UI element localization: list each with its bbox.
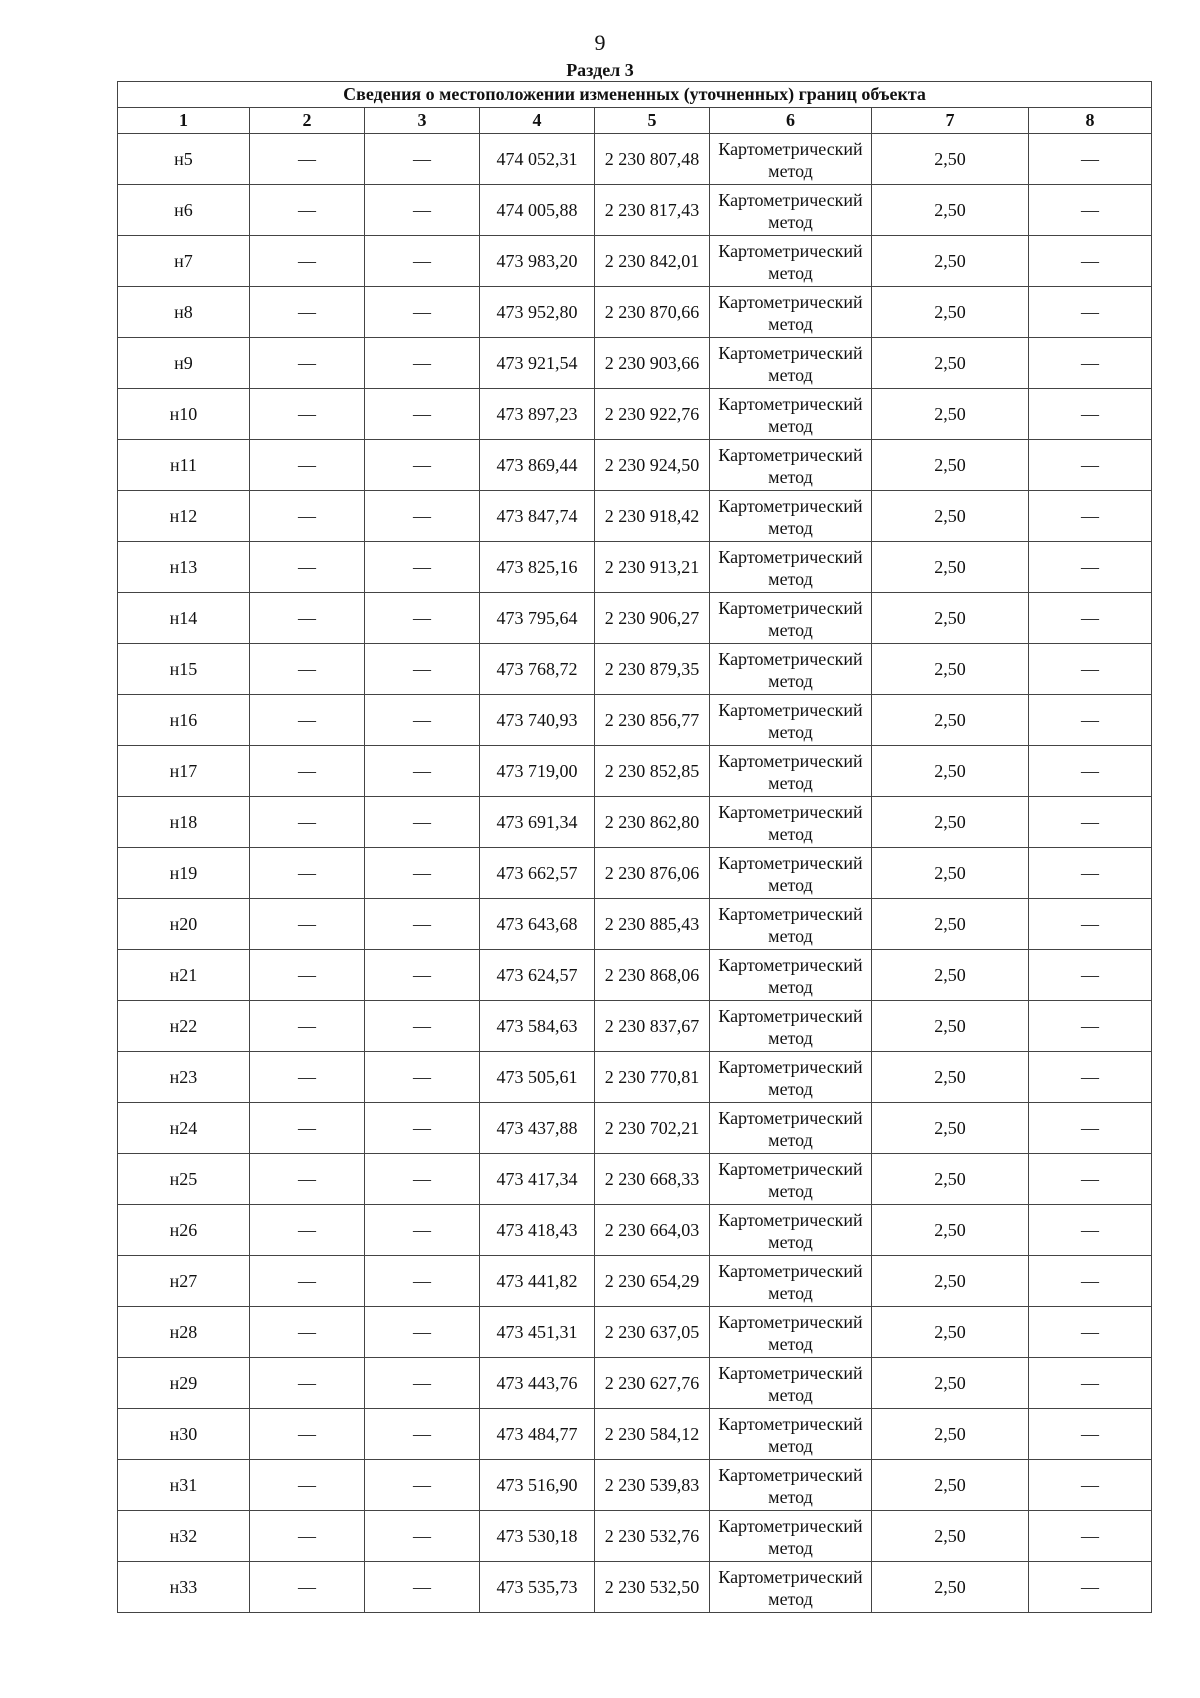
table-row bbox=[118, 1052, 1152, 1103]
point-name-cell: н33 bbox=[118, 1562, 250, 1613]
method-cell: Картометрический метод bbox=[710, 1154, 872, 1205]
col2-cell: — bbox=[250, 1103, 365, 1154]
table-row bbox=[118, 491, 1152, 542]
y-coordinate-cell: 2 230 852,85 bbox=[595, 746, 710, 797]
col2-cell: — bbox=[250, 338, 365, 389]
col8-cell: — bbox=[1029, 746, 1152, 797]
y-coordinate-cell: 2 230 879,35 bbox=[595, 644, 710, 695]
col3-cell: — bbox=[365, 1256, 480, 1307]
y-coordinate-cell: 2 230 870,66 bbox=[595, 287, 710, 338]
method-cell: Картометрический метод bbox=[710, 593, 872, 644]
point-name-cell: н30 bbox=[118, 1409, 250, 1460]
point-name-cell: н22 bbox=[118, 1001, 250, 1052]
page-number: 9 bbox=[594, 30, 606, 55]
point-name-cell: н7 bbox=[118, 236, 250, 287]
point-name-cell: н10 bbox=[118, 389, 250, 440]
accuracy-cell: 2,50 bbox=[872, 338, 1029, 389]
col3-cell: — bbox=[365, 1205, 480, 1256]
method-cell: Картометрический метод bbox=[710, 1460, 872, 1511]
col2-cell: — bbox=[250, 1001, 365, 1052]
col2-cell: — bbox=[250, 848, 365, 899]
accuracy-cell: 2,50 bbox=[872, 1205, 1029, 1256]
point-name-cell: н17 bbox=[118, 746, 250, 797]
column-number-1: 1 bbox=[118, 108, 250, 134]
col8-cell: — bbox=[1029, 440, 1152, 491]
method-cell: Картометрический метод bbox=[710, 1103, 872, 1154]
y-coordinate-cell: 2 230 584,12 bbox=[595, 1409, 710, 1460]
col3-cell: — bbox=[365, 542, 480, 593]
accuracy-cell: 2,50 bbox=[872, 1052, 1029, 1103]
point-name-cell: н19 bbox=[118, 848, 250, 899]
table-row bbox=[118, 542, 1152, 593]
y-coordinate-cell: 2 230 817,43 bbox=[595, 185, 710, 236]
y-coordinate-cell: 2 230 654,29 bbox=[595, 1256, 710, 1307]
col8-cell: — bbox=[1029, 950, 1152, 1001]
y-coordinate-cell: 2 230 837,67 bbox=[595, 1001, 710, 1052]
col8-cell: — bbox=[1029, 287, 1152, 338]
col8-cell: — bbox=[1029, 491, 1152, 542]
col8-cell: — bbox=[1029, 338, 1152, 389]
x-coordinate-cell: 473 983,20 bbox=[480, 236, 595, 287]
col8-cell: — bbox=[1029, 848, 1152, 899]
y-coordinate-cell: 2 230 770,81 bbox=[595, 1052, 710, 1103]
x-coordinate-cell: 473 417,34 bbox=[480, 1154, 595, 1205]
column-number-3: 3 bbox=[365, 108, 480, 134]
y-coordinate-cell: 2 230 842,01 bbox=[595, 236, 710, 287]
col2-cell: — bbox=[250, 1052, 365, 1103]
y-coordinate-cell: 2 230 702,21 bbox=[595, 1103, 710, 1154]
accuracy-cell: 2,50 bbox=[872, 389, 1029, 440]
col3-cell: — bbox=[365, 1460, 480, 1511]
col2-cell: — bbox=[250, 440, 365, 491]
accuracy-cell: 2,50 bbox=[872, 236, 1029, 287]
col2-cell: — bbox=[250, 1511, 365, 1562]
y-coordinate-cell: 2 230 906,27 bbox=[595, 593, 710, 644]
point-name-cell: н24 bbox=[118, 1103, 250, 1154]
x-coordinate-cell: 473 768,72 bbox=[480, 644, 595, 695]
column-number-8: 8 bbox=[1029, 108, 1152, 134]
col3-cell: — bbox=[365, 491, 480, 542]
y-coordinate-cell: 2 230 922,76 bbox=[595, 389, 710, 440]
table-row bbox=[118, 1358, 1152, 1409]
method-cell: Картометрический метод bbox=[710, 899, 872, 950]
section-title: Раздел 3 bbox=[566, 60, 634, 80]
accuracy-cell: 2,50 bbox=[872, 899, 1029, 950]
y-coordinate-cell: 2 230 856,77 bbox=[595, 695, 710, 746]
table-row bbox=[118, 389, 1152, 440]
col3-cell: — bbox=[365, 950, 480, 1001]
table-row bbox=[118, 1256, 1152, 1307]
table-row bbox=[118, 746, 1152, 797]
col8-cell: — bbox=[1029, 695, 1152, 746]
x-coordinate-cell: 473 516,90 bbox=[480, 1460, 595, 1511]
col8-cell: — bbox=[1029, 185, 1152, 236]
y-coordinate-cell: 2 230 885,43 bbox=[595, 899, 710, 950]
col2-cell: — bbox=[250, 1256, 365, 1307]
col8-cell: — bbox=[1029, 644, 1152, 695]
col8-cell: — bbox=[1029, 1103, 1152, 1154]
accuracy-cell: 2,50 bbox=[872, 797, 1029, 848]
accuracy-cell: 2,50 bbox=[872, 1256, 1029, 1307]
accuracy-cell: 2,50 bbox=[872, 491, 1029, 542]
accuracy-cell: 2,50 bbox=[872, 1358, 1029, 1409]
method-cell: Картометрический метод bbox=[710, 1358, 872, 1409]
x-coordinate-cell: 473 443,76 bbox=[480, 1358, 595, 1409]
col8-cell: — bbox=[1029, 899, 1152, 950]
col2-cell: — bbox=[250, 491, 365, 542]
column-number-4: 4 bbox=[480, 108, 595, 134]
method-cell: Картометрический метод bbox=[710, 1511, 872, 1562]
col3-cell: — bbox=[365, 746, 480, 797]
col3-cell: — bbox=[365, 185, 480, 236]
table-row bbox=[118, 1205, 1152, 1256]
column-number-7: 7 bbox=[872, 108, 1029, 134]
col3-cell: — bbox=[365, 1358, 480, 1409]
table-row bbox=[118, 848, 1152, 899]
method-cell: Картометрический метод bbox=[710, 1562, 872, 1613]
col3-cell: — bbox=[365, 1052, 480, 1103]
x-coordinate-cell: 473 825,16 bbox=[480, 542, 595, 593]
point-name-cell: н28 bbox=[118, 1307, 250, 1358]
point-name-cell: н29 bbox=[118, 1358, 250, 1409]
point-name-cell: н16 bbox=[118, 695, 250, 746]
col8-cell: — bbox=[1029, 1409, 1152, 1460]
method-cell: Картометрический метод bbox=[710, 1001, 872, 1052]
accuracy-cell: 2,50 bbox=[872, 440, 1029, 491]
x-coordinate-cell: 474 005,88 bbox=[480, 185, 595, 236]
x-coordinate-cell: 473 535,73 bbox=[480, 1562, 595, 1613]
col8-cell: — bbox=[1029, 1256, 1152, 1307]
x-coordinate-cell: 473 740,93 bbox=[480, 695, 595, 746]
col3-cell: — bbox=[365, 695, 480, 746]
col3-cell: — bbox=[365, 134, 480, 185]
col2-cell: — bbox=[250, 797, 365, 848]
point-name-cell: н14 bbox=[118, 593, 250, 644]
column-number-6: 6 bbox=[710, 108, 872, 134]
table-row bbox=[118, 440, 1152, 491]
table-row bbox=[118, 950, 1152, 1001]
table-row bbox=[118, 1154, 1152, 1205]
point-name-cell: н18 bbox=[118, 797, 250, 848]
point-name-cell: н32 bbox=[118, 1511, 250, 1562]
col2-cell: — bbox=[250, 185, 365, 236]
point-name-cell: н5 bbox=[118, 134, 250, 185]
table-row bbox=[118, 1001, 1152, 1052]
x-coordinate-cell: 473 662,57 bbox=[480, 848, 595, 899]
col3-cell: — bbox=[365, 1307, 480, 1358]
x-coordinate-cell: 473 484,77 bbox=[480, 1409, 595, 1460]
col2-cell: — bbox=[250, 1154, 365, 1205]
x-coordinate-cell: 473 691,34 bbox=[480, 797, 595, 848]
method-cell: Картометрический метод bbox=[710, 1205, 872, 1256]
col3-cell: — bbox=[365, 1511, 480, 1562]
point-name-cell: н11 bbox=[118, 440, 250, 491]
table-body bbox=[118, 134, 1152, 1613]
x-coordinate-cell: 473 624,57 bbox=[480, 950, 595, 1001]
method-cell: Картометрический метод bbox=[710, 1409, 872, 1460]
accuracy-cell: 2,50 bbox=[872, 1460, 1029, 1511]
method-cell: Картометрический метод bbox=[710, 950, 872, 1001]
table-row bbox=[118, 1511, 1152, 1562]
table-row bbox=[118, 593, 1152, 644]
col3-cell: — bbox=[365, 1409, 480, 1460]
point-name-cell: н9 bbox=[118, 338, 250, 389]
table-row bbox=[118, 1460, 1152, 1511]
point-name-cell: н27 bbox=[118, 1256, 250, 1307]
x-coordinate-cell: 473 437,88 bbox=[480, 1103, 595, 1154]
method-cell: Картометрический метод bbox=[710, 338, 872, 389]
col3-cell: — bbox=[365, 1154, 480, 1205]
point-name-cell: н12 bbox=[118, 491, 250, 542]
accuracy-cell: 2,50 bbox=[872, 1154, 1029, 1205]
col3-cell: — bbox=[365, 338, 480, 389]
point-name-cell: н31 bbox=[118, 1460, 250, 1511]
y-coordinate-cell: 2 230 807,48 bbox=[595, 134, 710, 185]
col3-cell: — bbox=[365, 1562, 480, 1613]
method-cell: Картометрический метод bbox=[710, 236, 872, 287]
accuracy-cell: 2,50 bbox=[872, 950, 1029, 1001]
col8-cell: — bbox=[1029, 1562, 1152, 1613]
method-cell: Картометрический метод bbox=[710, 287, 872, 338]
accuracy-cell: 2,50 bbox=[872, 542, 1029, 593]
y-coordinate-cell: 2 230 532,76 bbox=[595, 1511, 710, 1562]
table-row bbox=[118, 695, 1152, 746]
method-cell: Картометрический метод bbox=[710, 746, 872, 797]
x-coordinate-cell: 473 418,43 bbox=[480, 1205, 595, 1256]
accuracy-cell: 2,50 bbox=[872, 746, 1029, 797]
col8-cell: — bbox=[1029, 1154, 1152, 1205]
col2-cell: — bbox=[250, 1562, 365, 1613]
x-coordinate-cell: 473 847,74 bbox=[480, 491, 595, 542]
col3-cell: — bbox=[365, 593, 480, 644]
col2-cell: — bbox=[250, 542, 365, 593]
table-row bbox=[118, 1562, 1152, 1613]
point-name-cell: н15 bbox=[118, 644, 250, 695]
col2-cell: — bbox=[250, 1409, 365, 1460]
y-coordinate-cell: 2 230 903,66 bbox=[595, 338, 710, 389]
x-coordinate-cell: 473 530,18 bbox=[480, 1511, 595, 1562]
accuracy-cell: 2,50 bbox=[872, 695, 1029, 746]
y-coordinate-cell: 2 230 668,33 bbox=[595, 1154, 710, 1205]
table-row bbox=[118, 644, 1152, 695]
col3-cell: — bbox=[365, 440, 480, 491]
point-name-cell: н25 bbox=[118, 1154, 250, 1205]
y-coordinate-cell: 2 230 532,50 bbox=[595, 1562, 710, 1613]
col3-cell: — bbox=[365, 1103, 480, 1154]
x-coordinate-cell: 473 584,63 bbox=[480, 1001, 595, 1052]
y-coordinate-cell: 2 230 637,05 bbox=[595, 1307, 710, 1358]
x-coordinate-cell: 473 719,00 bbox=[480, 746, 595, 797]
x-coordinate-cell: 473 897,23 bbox=[480, 389, 595, 440]
accuracy-cell: 2,50 bbox=[872, 848, 1029, 899]
point-name-cell: н8 bbox=[118, 287, 250, 338]
col2-cell: — bbox=[250, 134, 365, 185]
point-name-cell: н23 bbox=[118, 1052, 250, 1103]
x-coordinate-cell: 473 441,82 bbox=[480, 1256, 595, 1307]
col2-cell: — bbox=[250, 1460, 365, 1511]
x-coordinate-cell: 473 921,54 bbox=[480, 338, 595, 389]
method-cell: Картометрический метод bbox=[710, 542, 872, 593]
accuracy-cell: 2,50 bbox=[872, 287, 1029, 338]
col2-cell: — bbox=[250, 1205, 365, 1256]
method-cell: Картометрический метод bbox=[710, 134, 872, 185]
method-cell: Картометрический метод bbox=[710, 695, 872, 746]
method-cell: Картометрический метод bbox=[710, 185, 872, 236]
method-cell: Картометрический метод bbox=[710, 1307, 872, 1358]
col8-cell: — bbox=[1029, 1358, 1152, 1409]
point-name-cell: н21 bbox=[118, 950, 250, 1001]
x-coordinate-cell: 474 052,31 bbox=[480, 134, 595, 185]
accuracy-cell: 2,50 bbox=[872, 1511, 1029, 1562]
col8-cell: — bbox=[1029, 134, 1152, 185]
col2-cell: — bbox=[250, 593, 365, 644]
method-cell: Картометрический метод bbox=[710, 1256, 872, 1307]
y-coordinate-cell: 2 230 664,03 bbox=[595, 1205, 710, 1256]
col3-cell: — bbox=[365, 899, 480, 950]
table-row bbox=[118, 1103, 1152, 1154]
column-number-5: 5 bbox=[595, 108, 710, 134]
table-row bbox=[118, 1409, 1152, 1460]
y-coordinate-cell: 2 230 913,21 bbox=[595, 542, 710, 593]
col8-cell: — bbox=[1029, 1001, 1152, 1052]
method-cell: Картометрический метод bbox=[710, 797, 872, 848]
col2-cell: — bbox=[250, 899, 365, 950]
column-number-2: 2 bbox=[250, 108, 365, 134]
boundary-coordinates-table bbox=[117, 81, 1152, 1613]
col8-cell: — bbox=[1029, 1205, 1152, 1256]
method-cell: Картометрический метод bbox=[710, 491, 872, 542]
col8-cell: — bbox=[1029, 542, 1152, 593]
col2-cell: — bbox=[250, 746, 365, 797]
accuracy-cell: 2,50 bbox=[872, 593, 1029, 644]
point-name-cell: н13 bbox=[118, 542, 250, 593]
table-row bbox=[118, 338, 1152, 389]
col3-cell: — bbox=[365, 644, 480, 695]
column-number-row bbox=[118, 108, 1152, 134]
accuracy-cell: 2,50 bbox=[872, 1103, 1029, 1154]
accuracy-cell: 2,50 bbox=[872, 1562, 1029, 1613]
accuracy-cell: 2,50 bbox=[872, 185, 1029, 236]
point-name-cell: н26 bbox=[118, 1205, 250, 1256]
col3-cell: — bbox=[365, 389, 480, 440]
accuracy-cell: 2,50 bbox=[872, 1001, 1029, 1052]
col3-cell: — bbox=[365, 1001, 480, 1052]
y-coordinate-cell: 2 230 862,80 bbox=[595, 797, 710, 848]
table-title: Сведения о местоположении измененных (уточненных) границ объекта bbox=[118, 82, 1152, 108]
accuracy-cell: 2,50 bbox=[872, 1307, 1029, 1358]
table-row bbox=[118, 899, 1152, 950]
col2-cell: — bbox=[250, 1307, 365, 1358]
col2-cell: — bbox=[250, 1358, 365, 1409]
method-cell: Картометрический метод bbox=[710, 644, 872, 695]
col8-cell: — bbox=[1029, 389, 1152, 440]
x-coordinate-cell: 473 795,64 bbox=[480, 593, 595, 644]
accuracy-cell: 2,50 bbox=[872, 644, 1029, 695]
table-row bbox=[118, 797, 1152, 848]
col2-cell: — bbox=[250, 389, 365, 440]
col2-cell: — bbox=[250, 644, 365, 695]
col8-cell: — bbox=[1029, 1511, 1152, 1562]
accuracy-cell: 2,50 bbox=[872, 134, 1029, 185]
method-cell: Картометрический метод bbox=[710, 440, 872, 491]
table-row bbox=[118, 236, 1152, 287]
x-coordinate-cell: 473 643,68 bbox=[480, 899, 595, 950]
col8-cell: — bbox=[1029, 236, 1152, 287]
col3-cell: — bbox=[365, 287, 480, 338]
x-coordinate-cell: 473 869,44 bbox=[480, 440, 595, 491]
method-cell: Картометрический метод bbox=[710, 389, 872, 440]
col2-cell: — bbox=[250, 236, 365, 287]
col8-cell: — bbox=[1029, 797, 1152, 848]
x-coordinate-cell: 473 505,61 bbox=[480, 1052, 595, 1103]
y-coordinate-cell: 2 230 876,06 bbox=[595, 848, 710, 899]
y-coordinate-cell: 2 230 868,06 bbox=[595, 950, 710, 1001]
table-row bbox=[118, 134, 1152, 185]
col2-cell: — bbox=[250, 950, 365, 1001]
x-coordinate-cell: 473 952,80 bbox=[480, 287, 595, 338]
col8-cell: — bbox=[1029, 1460, 1152, 1511]
accuracy-cell: 2,50 bbox=[872, 1409, 1029, 1460]
col2-cell: — bbox=[250, 695, 365, 746]
y-coordinate-cell: 2 230 627,76 bbox=[595, 1358, 710, 1409]
table-row bbox=[118, 1307, 1152, 1358]
point-name-cell: н6 bbox=[118, 185, 250, 236]
y-coordinate-cell: 2 230 539,83 bbox=[595, 1460, 710, 1511]
point-name-cell: н20 bbox=[118, 899, 250, 950]
col8-cell: — bbox=[1029, 593, 1152, 644]
col3-cell: — bbox=[365, 797, 480, 848]
col3-cell: — bbox=[365, 236, 480, 287]
y-coordinate-cell: 2 230 918,42 bbox=[595, 491, 710, 542]
method-cell: Картометрический метод bbox=[710, 848, 872, 899]
method-cell: Картометрический метод bbox=[710, 1052, 872, 1103]
col8-cell: — bbox=[1029, 1307, 1152, 1358]
y-coordinate-cell: 2 230 924,50 bbox=[595, 440, 710, 491]
x-coordinate-cell: 473 451,31 bbox=[480, 1307, 595, 1358]
table-row bbox=[118, 287, 1152, 338]
col2-cell: — bbox=[250, 287, 365, 338]
col8-cell: — bbox=[1029, 1052, 1152, 1103]
col3-cell: — bbox=[365, 848, 480, 899]
table-row bbox=[118, 185, 1152, 236]
